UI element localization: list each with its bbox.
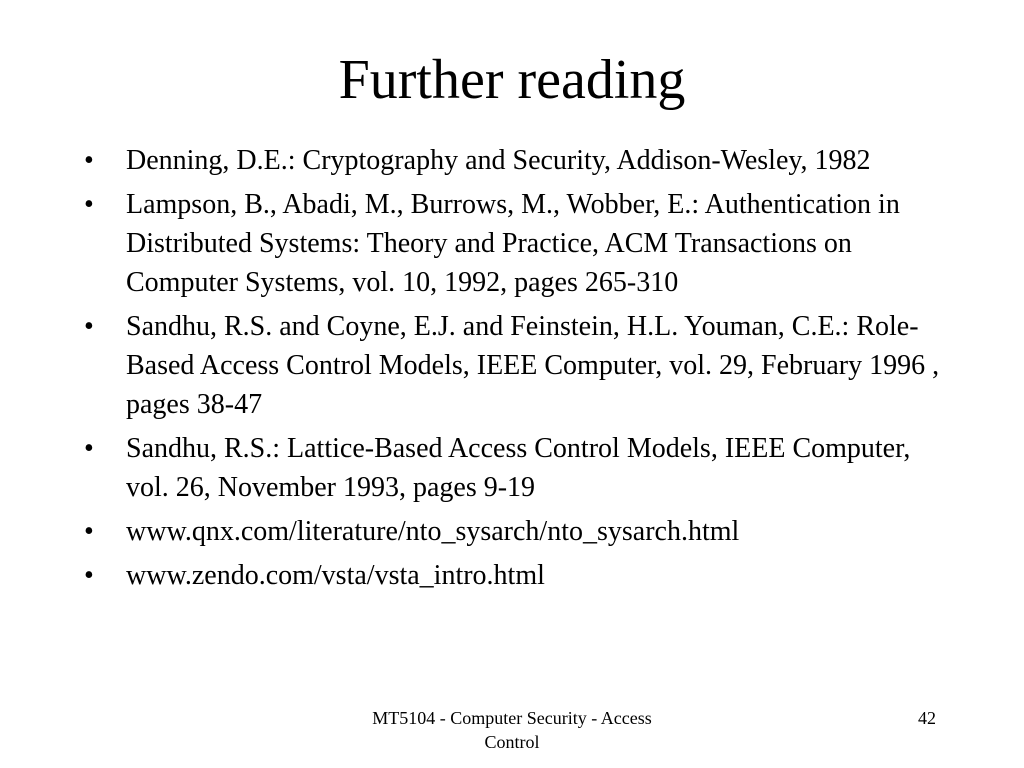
bullet-icon: • xyxy=(84,145,94,176)
page-number: 42 xyxy=(918,708,936,728)
bullet-icon: • xyxy=(84,189,94,220)
reference-item xyxy=(84,429,944,507)
reference-link-text: www.qnx.com/literature/nto_sysarch/nto_sysarch.html xyxy=(126,516,740,547)
reference-item xyxy=(84,512,944,551)
reference-text: Lampson, B., Abadi, M., Burrows, M., Wobber, E.: Authentication in Distributed Systems: Theory and Practice, ACM Transactions on Computer Systems, vol. 10, 1992, pages 265-310 xyxy=(126,189,900,298)
reference-link-text: www.zendo.com/vsta/vsta_intro.html xyxy=(126,560,545,591)
reference-item xyxy=(84,307,944,424)
reference-item xyxy=(84,185,944,302)
reference-text: Sandhu, R.S.: Lattice-Based Access Control Models, IEEE Computer, vol. 26, November 1993, pages 9-19 xyxy=(126,433,911,503)
bullet-icon: • xyxy=(84,311,94,342)
reference-text: Denning, D.E.: Cryptography and Security, Addison-Wesley, 1982 xyxy=(126,145,871,176)
bullet-icon: • xyxy=(84,560,94,591)
footer-course-title: MT5104 - Computer Security - Access Control xyxy=(372,708,652,752)
reference-text: Sandhu, R.S. and Coyne, E.J. and Feinstein, H.L. Youman, C.E.: Role-Based Access Control Models, IEEE Computer, vol. 29, February 1996 , pages 38-47 xyxy=(126,311,940,420)
slide-title: Further reading xyxy=(338,49,686,111)
bullet-icon: • xyxy=(84,433,94,464)
reference-item xyxy=(84,556,944,595)
reference-item xyxy=(84,141,944,180)
bullet-icon: • xyxy=(84,516,94,547)
reference-list xyxy=(84,141,944,600)
